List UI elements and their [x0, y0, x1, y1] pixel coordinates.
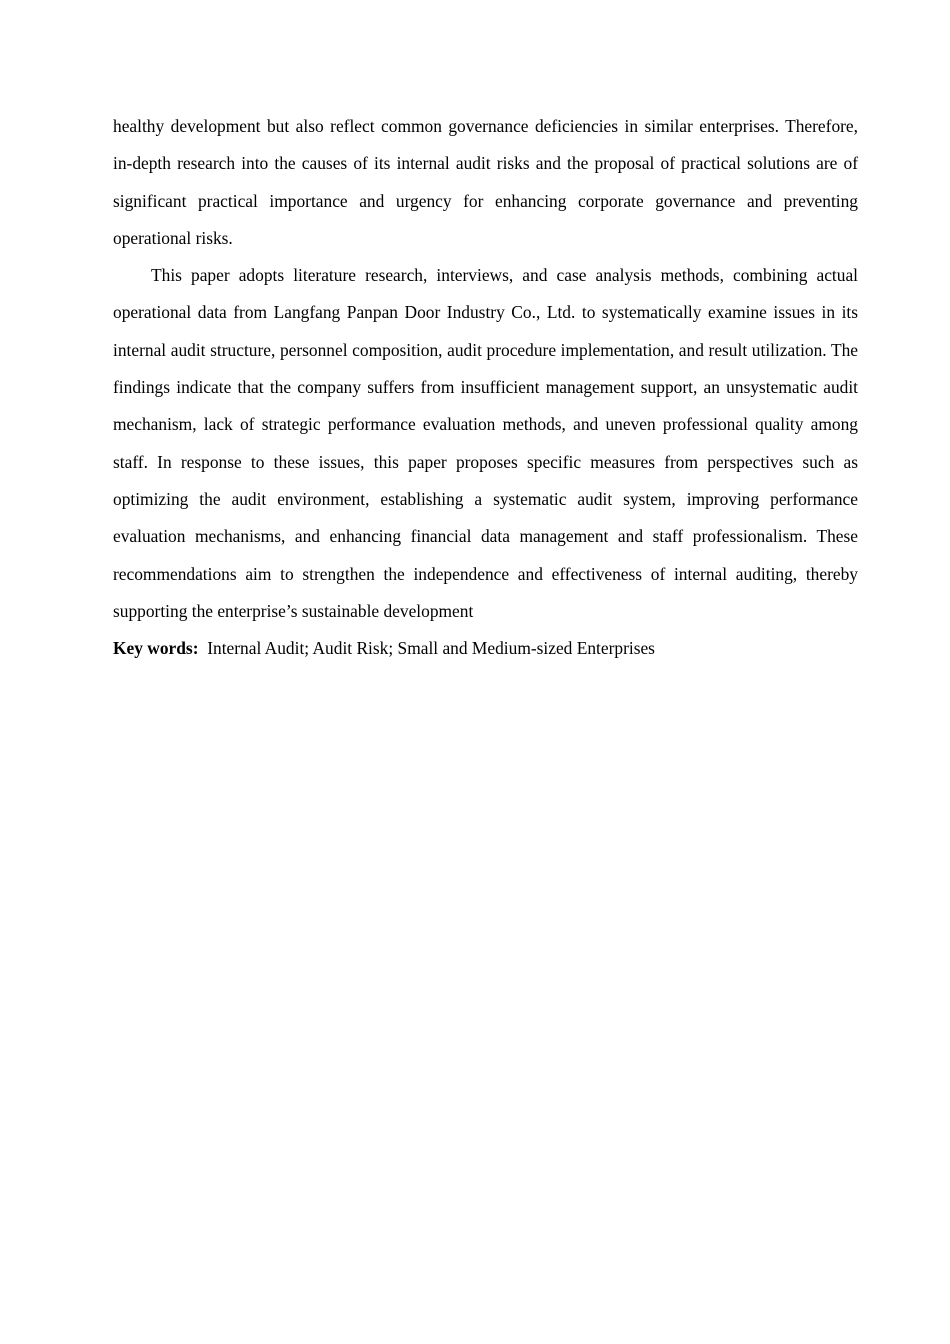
abstract-paragraph-methods: This paper adopts literature research, interviews, and case analysis methods, combining actual operational data from Langfang Panpan Door Industry Co., Ltd. to systematically examine issues in its internal audit structure, personnel composition, audit procedure implementation, and result utilization. The findings indicate that the company suffers from insufficient management support, an unsystematic audit mechanism, lack of strategic performance evaluation methods, and uneven professional quality among staff. In response to these issues, this paper proposes specific measures from perspectives such as optimizing the audit environment, establishing a systematic audit system, improving performance evaluation mechanisms, and enhancing financial data management and staff professionalism. These recommendations aim to strengthen the independence and effectiveness of internal auditing, thereby supporting the enterprise’s sustainable development: [113, 265, 858, 621]
abstract-paragraph-continued: healthy development but also reflect common governance deficiencies in similar enterprises. Therefore, in-depth research into the causes of its internal audit risks and the proposal of practical solutions are of significant practical importance and urgency for enhancing corporate governance and preventing operational risks.: [113, 116, 858, 248]
keywords-line: [113, 630, 858, 667]
abstract-body: [113, 108, 858, 667]
keywords-value: Internal Audit; Audit Risk; Small and Medium-sized Enterprises: [207, 638, 655, 659]
keywords-label: Key words:: [113, 638, 199, 659]
